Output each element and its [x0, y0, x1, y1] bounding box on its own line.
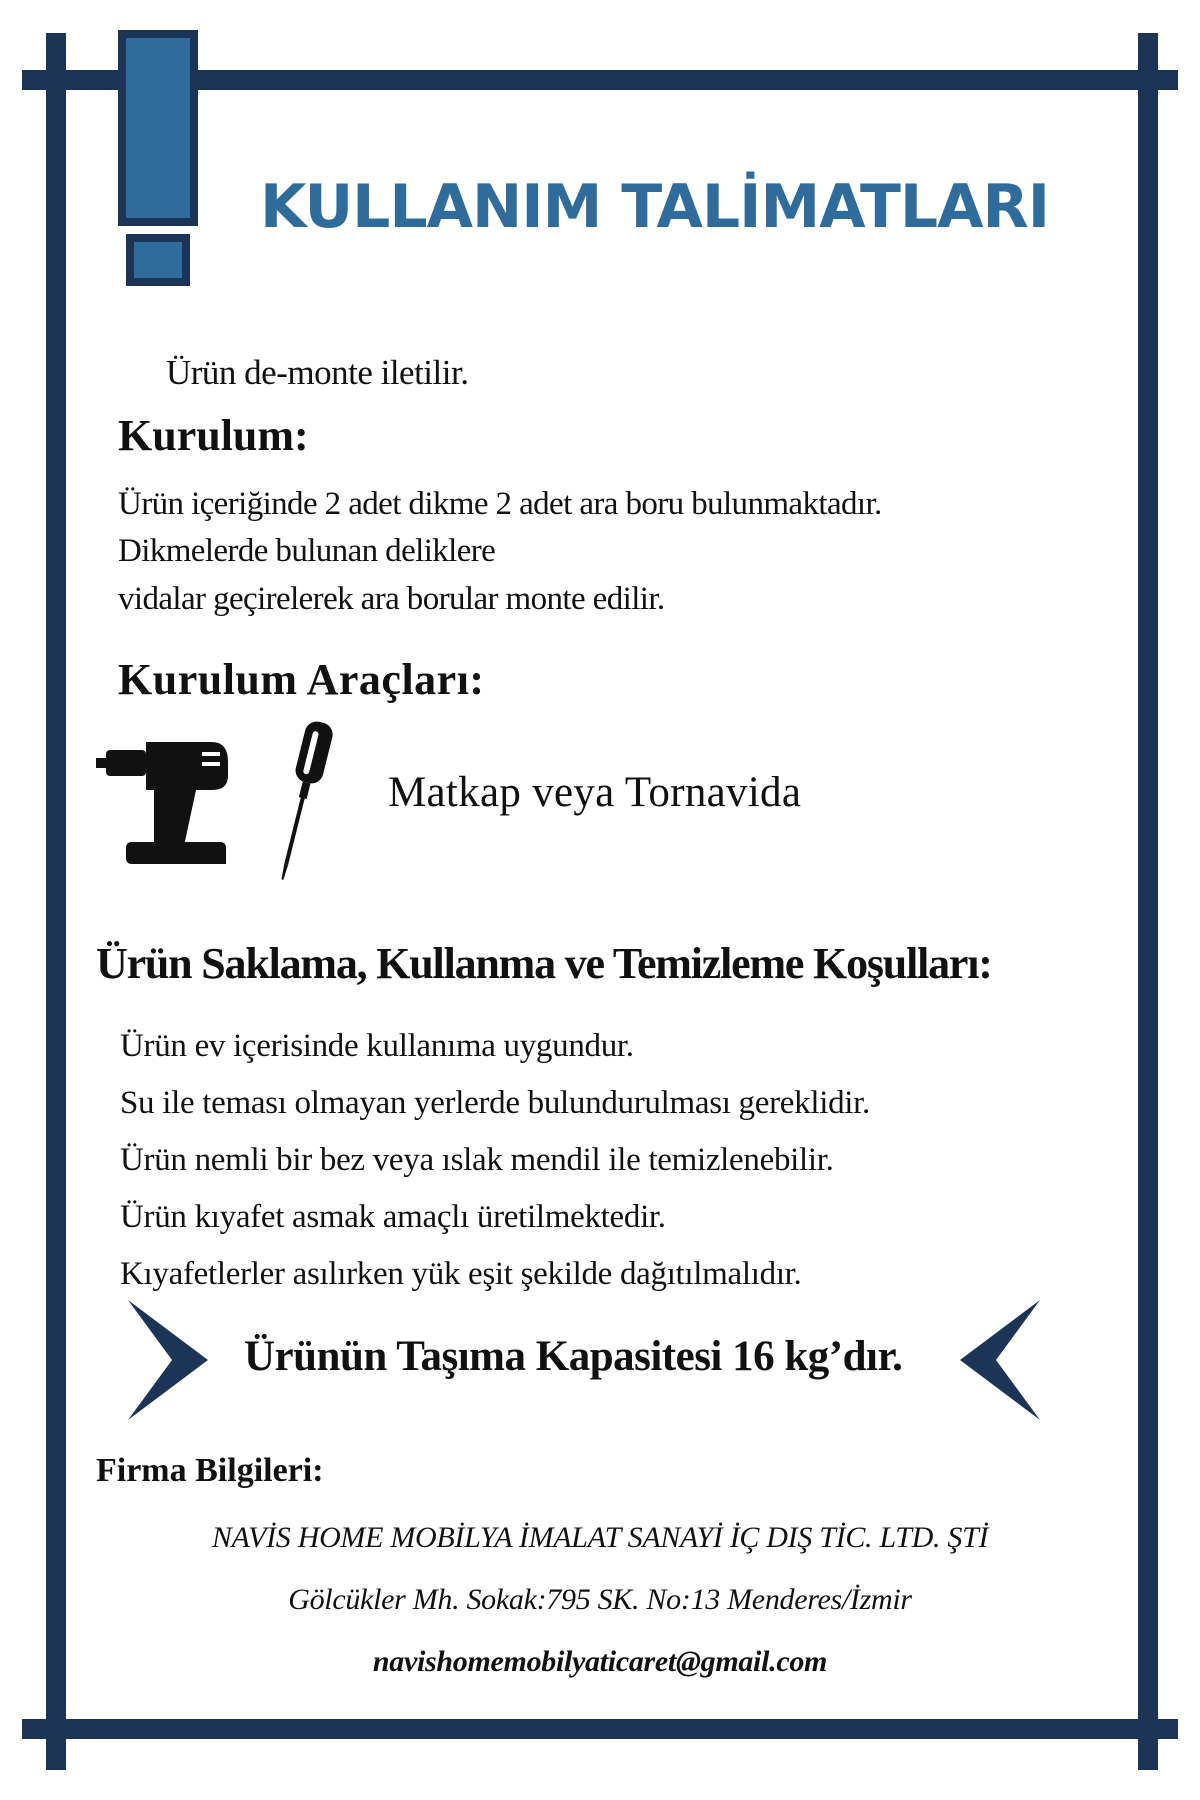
kurulum-line-3: vidalar geçirelerek ara borular monte edilir.	[118, 581, 665, 617]
capacity-text: Ürünün Taşıma Kapasitesi 16 kg’dır.	[244, 1333, 903, 1380]
frame-right-bar	[1138, 33, 1158, 1770]
kurulum-line-1: Ürün içeriğinde 2 adet dikme 2 adet ara boru bulunmaktadır.	[118, 486, 882, 522]
care-line-3: Ürün nemli bir bez veya ıslak mendil ile temizlenebilir.	[120, 1142, 834, 1178]
care-heading: Ürün Saklama, Kullanma ve Temizleme Koşulları:	[96, 939, 992, 988]
intro-text: Ürün de-monte iletilir.	[166, 353, 469, 392]
care-line-4: Ürün kıyafet asmak amaçlı üretilmektedir.	[120, 1199, 666, 1235]
kurulum-heading: Kurulum:	[118, 411, 309, 460]
tools-text: Matkap veya Tornavida	[388, 769, 802, 816]
chevron-left-icon	[960, 1300, 1040, 1420]
care-line-2: Su ile teması olmayan yerlerde bulundurulması gereklidir.	[120, 1085, 870, 1121]
frame-left-bar	[46, 33, 66, 1770]
firm-heading: Firma Bilgileri:	[96, 1452, 324, 1489]
frame-bottom-bar	[22, 1719, 1178, 1739]
firm-name: NAVİS HOME MOBİLYA İMALAT SANAYİ İÇ DIŞ TİC. LTD. ŞTİ	[211, 1521, 989, 1554]
firm-email[interactable]: navishomemobilyaticaret@gmail.com	[372, 1645, 828, 1678]
chevron-right-icon	[128, 1300, 208, 1420]
firm-address: Gölcükler Mh. Sokak:795 SK. No:13 Menderes/İzmir	[288, 1583, 912, 1616]
care-list	[120, 1018, 870, 1303]
tools-heading: Kurulum Araçları:	[118, 655, 485, 704]
care-line-1: Ürün ev içerisinde kullanıma uygundur.	[120, 1028, 634, 1064]
screwdriver-icon	[262, 716, 342, 886]
kurulum-line-2: Dikmelerde bulunan deliklere	[118, 533, 496, 569]
page-title: KULLANIM TALİMATLARI	[260, 172, 1050, 242]
exclamation-icon	[118, 30, 198, 292]
drill-icon	[92, 728, 232, 868]
care-line-5: Kıyafetlerler asılırken yük eşit şekilde dağıtılmalıdır.	[120, 1256, 802, 1292]
